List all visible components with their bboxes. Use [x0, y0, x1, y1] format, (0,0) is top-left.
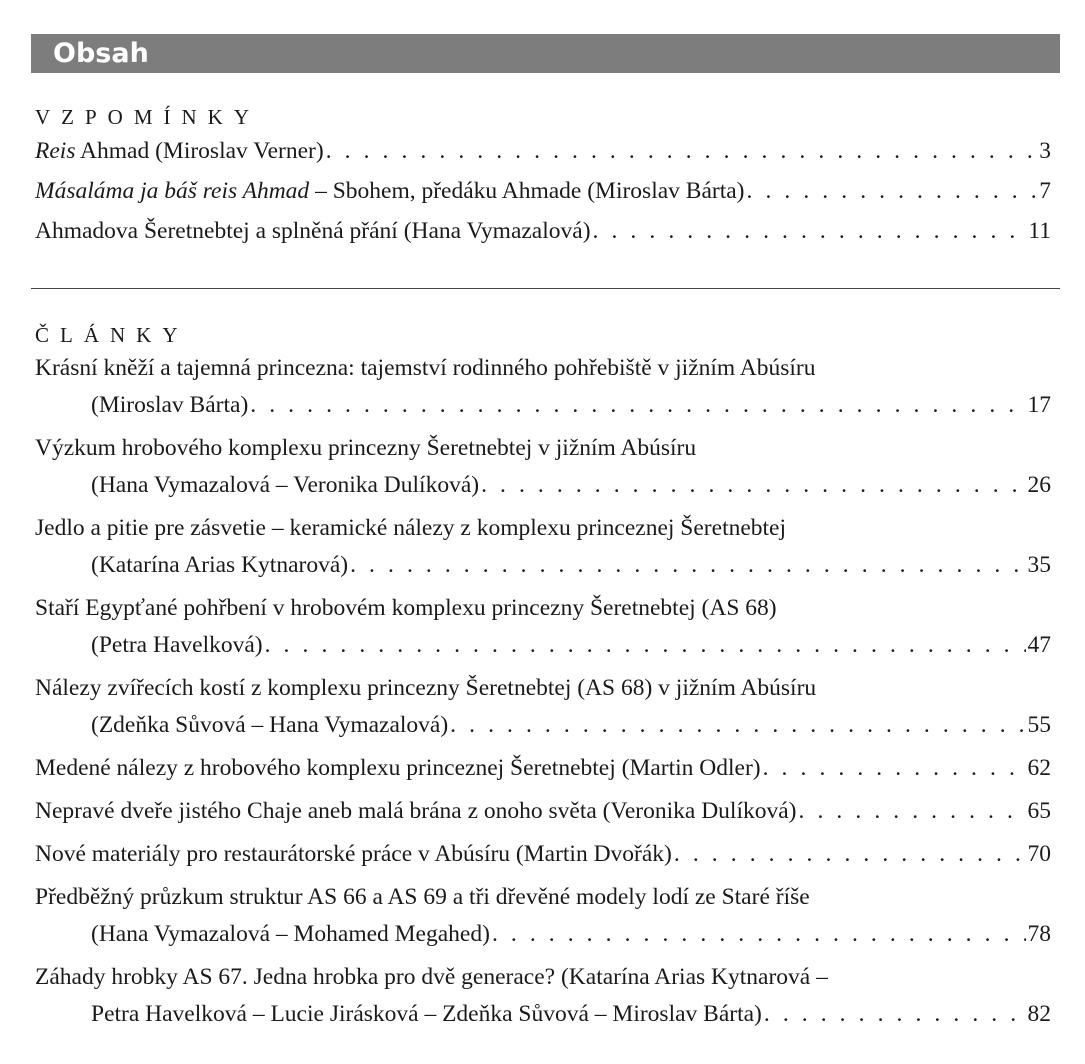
section-heading: VZPOMÍNKY	[35, 105, 260, 129]
toc-entry[interactable]	[35, 173, 1051, 210]
page-number: 17	[1027, 392, 1051, 418]
leader-dots	[350, 547, 1025, 584]
page-number: 62	[1027, 755, 1051, 781]
leader-dots	[250, 387, 1025, 424]
entry-title: Nové materiály pro restaurátorské práce v Abúsíru (Martin Dvořák)	[35, 841, 672, 867]
page-title: Obsah	[53, 38, 149, 69]
leader-dots	[674, 836, 1026, 873]
leader-dots	[764, 996, 1026, 1033]
entry-authors: (Hana Vymazalová – Mohamed Megahed)	[91, 921, 490, 947]
page-number: 82	[1027, 1001, 1051, 1027]
entry-title: Másaláma ja báš reis Ahmad – Sbohem, předáku Ahmade (Miroslav Bárta)	[35, 178, 745, 204]
leader-dots	[593, 213, 1027, 250]
page-number: 11	[1028, 218, 1051, 244]
toc-entry[interactable]	[35, 836, 1051, 873]
leader-dots	[799, 793, 1026, 830]
leader-dots	[450, 707, 1025, 744]
toc-entry[interactable]	[35, 670, 1051, 744]
section-vzpominky	[35, 104, 1051, 250]
entry-title: Ahmadova Šeretnebtej a splněná přání (Hana Vymazalová)	[35, 218, 591, 244]
toc-entry[interactable]	[35, 213, 1051, 250]
leader-dots	[326, 133, 1038, 170]
toc-entry[interactable]	[35, 590, 1051, 664]
toc-entry[interactable]	[35, 350, 1051, 424]
section-clanky	[35, 322, 1051, 1033]
entry-title: Předběžný průzkum struktur AS 66 a AS 69 a tři dřevěné modely lodí ze Staré říše	[35, 884, 810, 910]
entry-title: Záhady hrobky AS 67. Jedna hrobka pro dvě generace? (Katarína Arias Kytnarová –	[35, 964, 828, 990]
toc-entry[interactable]	[35, 793, 1051, 830]
toc-entry[interactable]	[35, 430, 1051, 504]
entry-title: Reis Ahmad (Miroslav Verner)	[35, 138, 324, 164]
leader-dots	[747, 173, 1038, 210]
entry-title: Staří Egypťané pohřbení v hrobovém komplexu princezny Šeretnebtej (AS 68)	[35, 595, 777, 621]
entry-authors: (Miroslav Bárta)	[91, 392, 249, 418]
toc-entry[interactable]	[35, 879, 1051, 953]
section-divider	[31, 288, 1060, 289]
entry-title: Krásní kněží a tajemná princezna: tajemství rodinného pohřebiště v jižním Abúsíru	[35, 355, 816, 381]
leader-dots	[492, 916, 1026, 953]
page-number: 35	[1027, 552, 1051, 578]
entry-authors: (Hana Vymazalová – Veronika Dulíková)	[91, 472, 480, 498]
toc-entry[interactable]	[35, 133, 1051, 170]
leader-dots	[265, 627, 1026, 664]
page-number: 78	[1027, 921, 1051, 947]
leader-dots	[763, 750, 1026, 787]
page-number: 70	[1027, 841, 1051, 867]
entry-authors: (Petra Havelková)	[91, 632, 263, 658]
page-number: 26	[1027, 472, 1051, 498]
section-heading: ČLÁNKY	[35, 323, 189, 347]
page-number: 47	[1027, 632, 1051, 658]
entry-title: Nálezy zvířecích kostí z komplexu princezny Šeretnebtej (AS 68) v jižním Abúsíru	[35, 675, 817, 701]
entry-title: Výzkum hrobového komplexu princezny Šeretnebtej v jižním Abúsíru	[35, 435, 697, 461]
leader-dots	[481, 467, 1025, 504]
header-bar	[31, 34, 1060, 73]
page-number: 3	[1039, 138, 1051, 164]
page-number: 65	[1027, 798, 1051, 824]
entry-authors: (Zdeňka Sůvová – Hana Vymazalová)	[91, 712, 449, 738]
entry-title: Medené nálezy z hrobového komplexu princeznej Šeretnebtej (Martin Odler)	[35, 755, 761, 781]
toc-entry[interactable]	[35, 959, 1051, 1033]
toc-entry[interactable]	[35, 510, 1051, 584]
entry-authors: (Katarína Arias Kytnarová)	[91, 552, 349, 578]
toc-entry[interactable]	[35, 750, 1051, 787]
entry-authors: Petra Havelková – Lucie Jirásková – Zdeňka Sůvová – Miroslav Bárta)	[91, 1001, 762, 1027]
page-number: 7	[1039, 178, 1051, 204]
entry-title: Jedlo a pitie pre zásvetie – keramické nálezy z komplexu princeznej Šeretnebtej	[35, 515, 787, 541]
page-number: 55	[1027, 712, 1051, 738]
entry-title: Nepravé dveře jistého Chaje aneb malá brána z onoho světa (Veronika Dulíková)	[35, 798, 797, 824]
